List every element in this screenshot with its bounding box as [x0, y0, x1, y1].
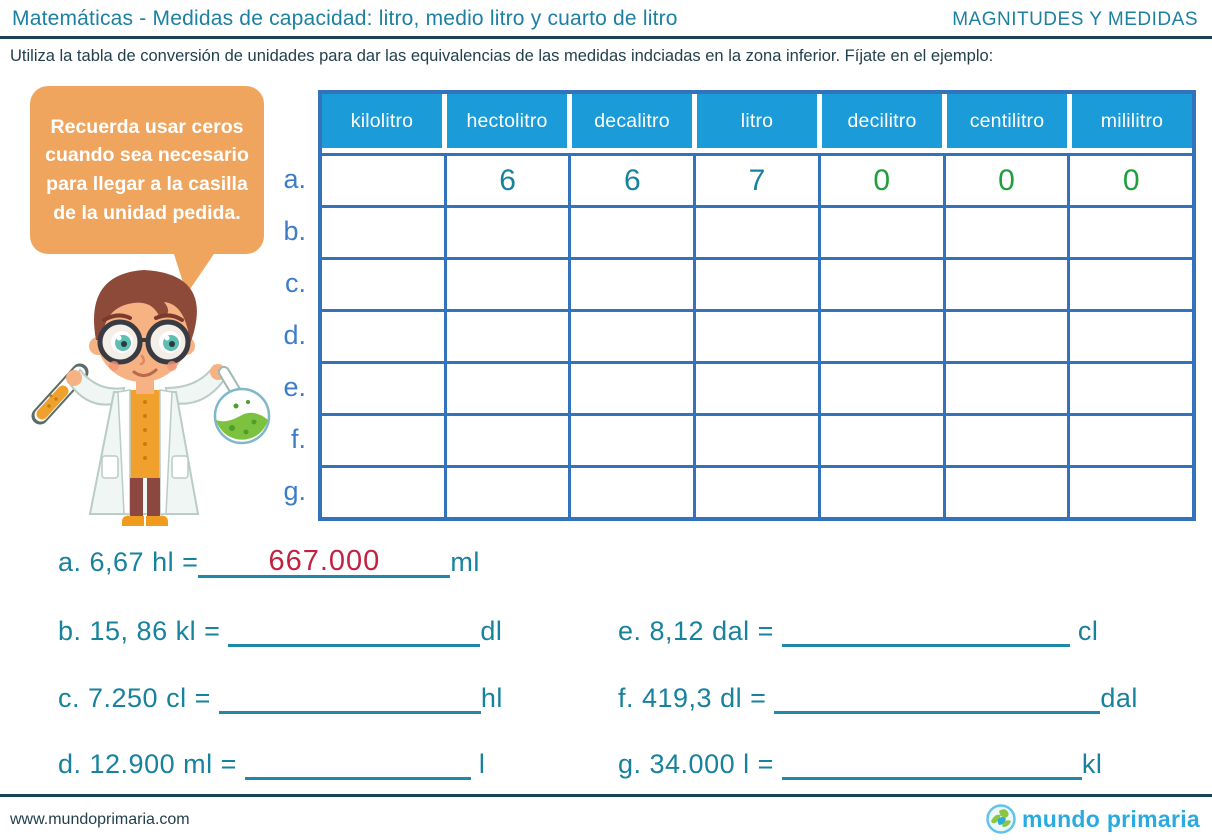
- table-cell[interactable]: [821, 468, 946, 517]
- table-cell[interactable]: [1070, 468, 1192, 517]
- exercise-item: [58, 746, 485, 780]
- scientist-character-illustration: [18, 260, 274, 536]
- table-cell[interactable]: [571, 208, 696, 257]
- table-cell[interactable]: [696, 312, 821, 361]
- page-title: Matemáticas - Medidas de capacidad: litro, medio litro y cuarto de litro: [12, 7, 678, 30]
- table-cell[interactable]: [821, 416, 946, 465]
- exercise-prompt: a. 6,67 hl =: [58, 547, 199, 577]
- table-cell[interactable]: [821, 260, 946, 309]
- table-cell[interactable]: [946, 468, 1071, 517]
- table-cell[interactable]: 0: [1122, 163, 1140, 197]
- table-cell[interactable]: [1070, 208, 1192, 257]
- table-cell[interactable]: [447, 468, 572, 517]
- table-cell[interactable]: 7: [696, 156, 821, 205]
- footer-divider: [0, 794, 1212, 797]
- table-row-b: [322, 205, 1192, 257]
- table-cell[interactable]: [571, 312, 696, 361]
- conversion-table-header: [322, 94, 1192, 148]
- table-cell[interactable]: [322, 364, 447, 413]
- exercise-prompt: g. 34.000 l =: [618, 749, 782, 779]
- table-cell[interactable]: [571, 364, 696, 413]
- exercise-item: [618, 680, 1138, 714]
- row-label-e: e.: [283, 371, 306, 402]
- table-cell[interactable]: 0: [946, 156, 1071, 205]
- table-cell[interactable]: [946, 364, 1071, 413]
- row-label-d: d.: [283, 319, 306, 350]
- column-header-decilitro: decilitro: [822, 94, 942, 148]
- exercise-prompt: f. 419,3 dl =: [618, 683, 775, 713]
- conversion-table: [318, 90, 1196, 521]
- table-row-f: [322, 413, 1192, 465]
- category-label: MAGNITUDES Y MEDIDAS: [952, 9, 1198, 30]
- table-cell[interactable]: [696, 416, 821, 465]
- table-cell[interactable]: [696, 468, 821, 517]
- table-cell[interactable]: [447, 312, 572, 361]
- header-divider: [0, 36, 1212, 39]
- exercise-unit: dal: [1100, 683, 1138, 713]
- exercise-unit: cl: [1069, 616, 1099, 646]
- column-header-litro: litro: [697, 94, 817, 148]
- table-row-d: [322, 309, 1192, 361]
- table-cell[interactable]: [322, 468, 447, 517]
- exercise-item: [58, 613, 502, 647]
- table-cell[interactable]: [1070, 364, 1192, 413]
- logo-text: mundo primaria: [1021, 805, 1200, 832]
- table-cell[interactable]: 6: [571, 156, 696, 205]
- row-label-b: b.: [283, 215, 306, 246]
- row-label-g: g.: [283, 475, 306, 506]
- column-header-mililitro: mililitro: [1072, 94, 1192, 148]
- answer-blank[interactable]: [198, 544, 450, 578]
- table-cell[interactable]: [322, 260, 447, 309]
- exercise-unit: ml: [450, 547, 480, 577]
- table-cell[interactable]: [696, 364, 821, 413]
- row-label-c: c.: [284, 267, 306, 298]
- row-label-f: f.: [290, 423, 306, 454]
- table-cell[interactable]: [946, 416, 1071, 465]
- exercise-unit: kl: [1081, 749, 1103, 779]
- row-label-a: a.: [283, 163, 306, 194]
- table-cell[interactable]: [1070, 260, 1192, 309]
- table-cell[interactable]: [1070, 416, 1192, 465]
- answer-blank[interactable]: [219, 680, 481, 714]
- speech-bubble: [30, 86, 264, 254]
- exercise-item: [618, 746, 1102, 780]
- table-row-g: [322, 465, 1192, 517]
- table-row-e: [322, 361, 1192, 413]
- exercise-item: [618, 613, 1098, 647]
- instruction-text: Utiliza la tabla de conversión de unidades para dar las equivalencias de las medidas indciadas en la zona inferior. Fíjate en el ejemplo:: [10, 47, 994, 65]
- speech-bubble-text: Recuerda usar ceros cuando sea necesario para llegar a la casilla de la unidad pedida.: [45, 115, 249, 224]
- table-cell[interactable]: [696, 260, 821, 309]
- exercise-unit: hl: [480, 683, 503, 713]
- answer-blank[interactable]: [782, 613, 1070, 647]
- table-cell[interactable]: [821, 312, 946, 361]
- table-cell[interactable]: [571, 468, 696, 517]
- table-cell[interactable]: [571, 416, 696, 465]
- mundo-primaria-logo: [985, 803, 1200, 835]
- table-cell[interactable]: [946, 312, 1071, 361]
- website-url: www.mundoprimaria.com: [10, 811, 190, 828]
- answer-blank[interactable]: [245, 746, 471, 780]
- table-cell[interactable]: [946, 260, 1071, 309]
- table-cell[interactable]: [322, 208, 447, 257]
- exercise-prompt: b. 15, 86 kl =: [58, 616, 229, 646]
- table-cell[interactable]: [322, 416, 447, 465]
- globe-icon: [985, 803, 1017, 835]
- exercise-prompt: d. 12.900 ml =: [58, 749, 245, 779]
- exercise-unit: dl: [480, 616, 503, 646]
- table-cell[interactable]: [696, 208, 821, 257]
- table-row-a: [322, 153, 1192, 205]
- table-cell[interactable]: [821, 208, 946, 257]
- table-cell[interactable]: [447, 260, 572, 309]
- table-cell[interactable]: [322, 312, 447, 361]
- table-cell[interactable]: [1070, 312, 1192, 361]
- column-header-kilolitro: kilolitro: [322, 94, 442, 148]
- column-header-decalitro: decalitro: [572, 94, 692, 148]
- answer-text: 667.000: [268, 545, 381, 577]
- exercise-prompt: c. 7.250 cl =: [58, 683, 219, 713]
- table-cell[interactable]: 6: [447, 156, 572, 205]
- table-cell[interactable]: [821, 364, 946, 413]
- table-cell[interactable]: [447, 416, 572, 465]
- table-cell[interactable]: [946, 208, 1071, 257]
- table-row-c: [322, 257, 1192, 309]
- exercise-item: [58, 680, 503, 714]
- table-row-labels: [274, 153, 310, 517]
- table-cell[interactable]: [447, 364, 572, 413]
- column-header-hectolitro: hectolitro: [447, 94, 567, 148]
- column-header-centilitro: centilitro: [947, 94, 1067, 148]
- conversion-table-body: [322, 148, 1192, 517]
- table-cell[interactable]: [447, 208, 572, 257]
- answer-blank[interactable]: [782, 746, 1082, 780]
- answer-blank[interactable]: [774, 680, 1100, 714]
- exercise-item: [58, 544, 480, 578]
- table-cell[interactable]: [571, 260, 696, 309]
- answer-blank[interactable]: [228, 613, 480, 647]
- table-cell[interactable]: 0: [821, 156, 946, 205]
- exercise-unit: l: [470, 749, 486, 779]
- table-cell[interactable]: [322, 156, 447, 205]
- exercise-prompt: e. 8,12 dal =: [618, 616, 782, 646]
